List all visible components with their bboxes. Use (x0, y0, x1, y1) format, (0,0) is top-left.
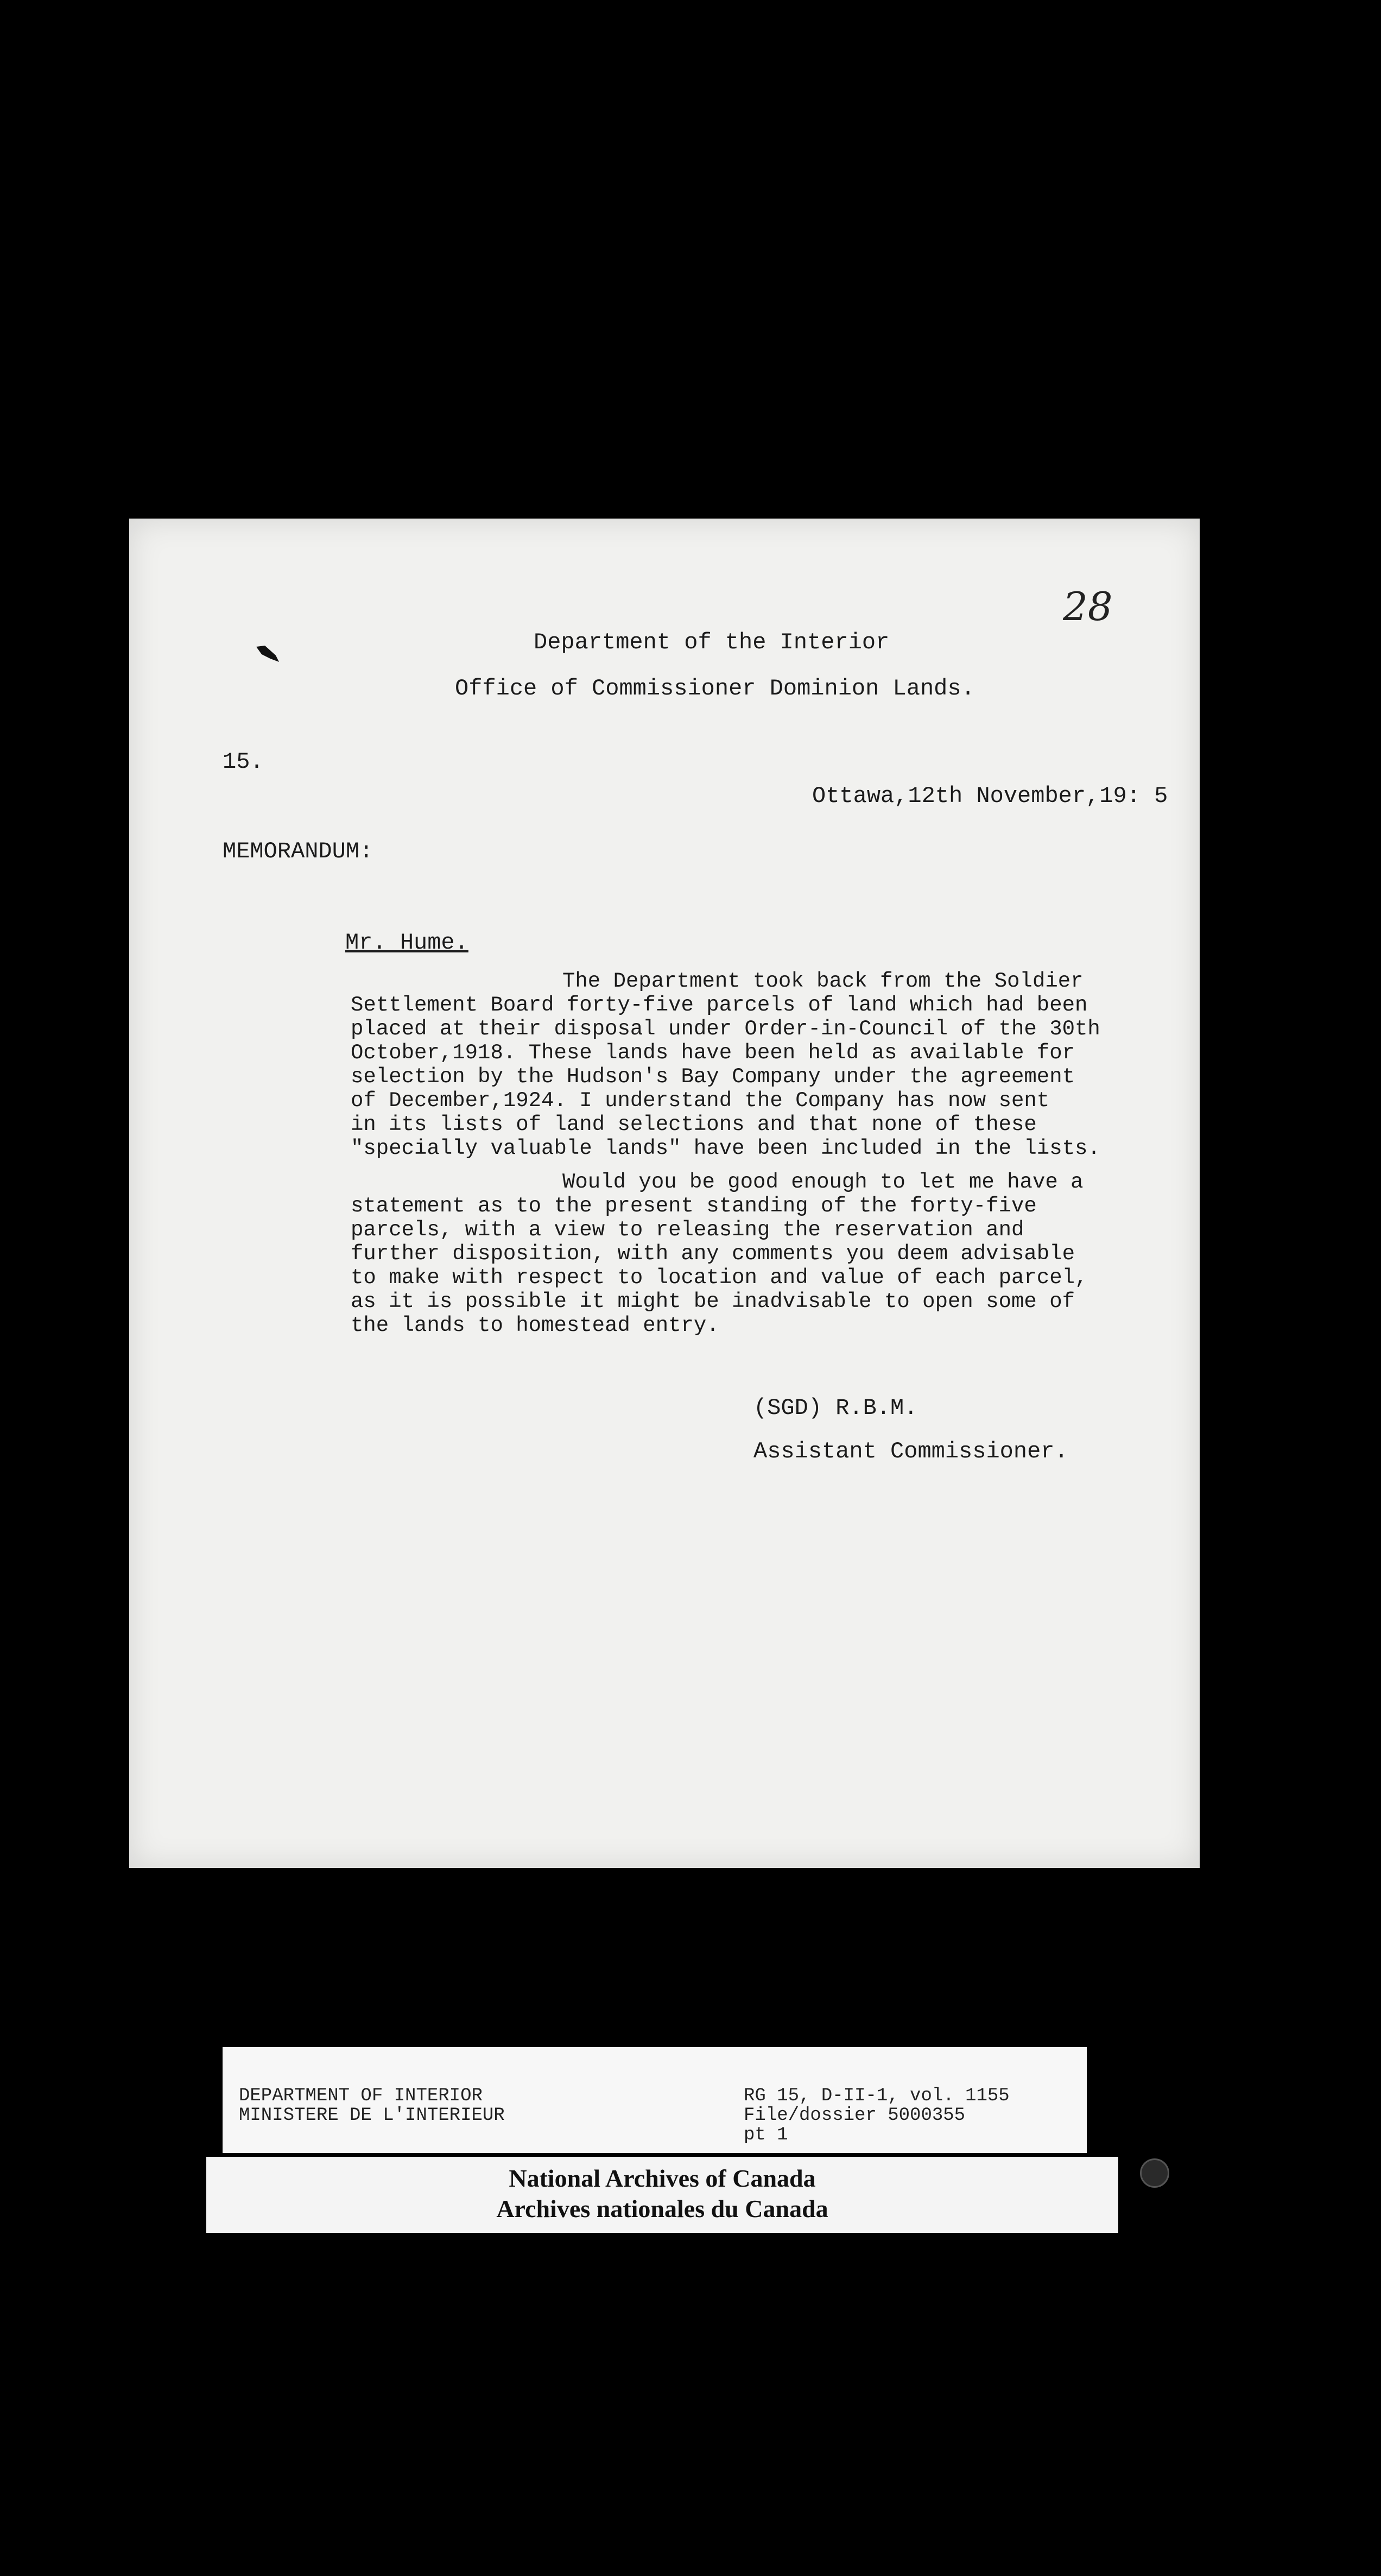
signatory-title: Assistant Commissioner. (753, 1438, 1068, 1464)
archives-name-fr: Archives nationales du Canada (496, 2195, 828, 2223)
paragraph-line: of December,1924. I understand the Company has now sent (351, 1089, 1050, 1113)
memorandum-label: MEMORANDUM: (223, 838, 373, 864)
signature: (SGD) R.B.M. (753, 1395, 918, 1421)
paragraph-line: placed at their disposal under Order-in-Council of the 30th (351, 1017, 1100, 1041)
paragraph-line: to make with respect to location and value of each parcel, (351, 1266, 1088, 1290)
memo-page (129, 519, 1200, 1868)
ink-mark-icon (254, 643, 281, 664)
department-en: DEPARTMENT OF INTERIOR (239, 2086, 483, 2106)
file-number: 15. (223, 749, 264, 775)
page-number: 28 (1063, 584, 1113, 629)
reference-file: File/dossier 5000355 (744, 2105, 966, 2126)
reference-label (744, 2086, 1010, 2145)
header-office: Office of Commissioner Dominion Lands. (455, 675, 975, 702)
paragraph-line: further disposition, with any comments you deem advisable (351, 1242, 1075, 1266)
paragraph-line: statement as to the present standing of the forty-five (351, 1194, 1037, 1218)
paragraph-line: Would you be good enough to let me have a (562, 1170, 1084, 1194)
department-fr: MINISTERE DE L'INTERIEUR (239, 2105, 505, 2126)
punch-hole-icon (1140, 2158, 1169, 2188)
paragraph-line: in its lists of land selections and that none of these (351, 1113, 1037, 1137)
paragraph-line: "specially valuable lands" have been included in the lists. (351, 1137, 1100, 1160)
reference-part: pt 1 (744, 2125, 788, 2145)
paragraph-line: The Department took back from the Soldier (562, 969, 1084, 993)
paragraph-line: selection by the Hudson's Bay Company under the agreement (351, 1065, 1075, 1089)
paragraph-line: as it is possible it might be inadvisable to open some of (351, 1290, 1075, 1314)
paragraph-line: parcels, with a view to releasing the reservation and (351, 1218, 1024, 1242)
place-date: Ottawa,12th November,19: 5 (812, 783, 1168, 809)
department-label (239, 2086, 505, 2125)
header-department: Department of the Interior (534, 629, 890, 655)
paragraph-line: the lands to homestead entry. (351, 1314, 719, 1337)
paragraph-line: Settlement Board forty-five parcels of land which had been (351, 993, 1088, 1017)
archives-banner (206, 2157, 1118, 2233)
addressee: Mr. Hume. (345, 930, 468, 956)
archives-name-en: National Archives of Canada (509, 2164, 816, 2192)
paragraph-line: October,1918. These lands have been held as available for (351, 1041, 1075, 1065)
archive-reference-label (223, 2047, 1087, 2153)
reference-volume: RG 15, D-II-1, vol. 1155 (744, 2086, 1010, 2106)
